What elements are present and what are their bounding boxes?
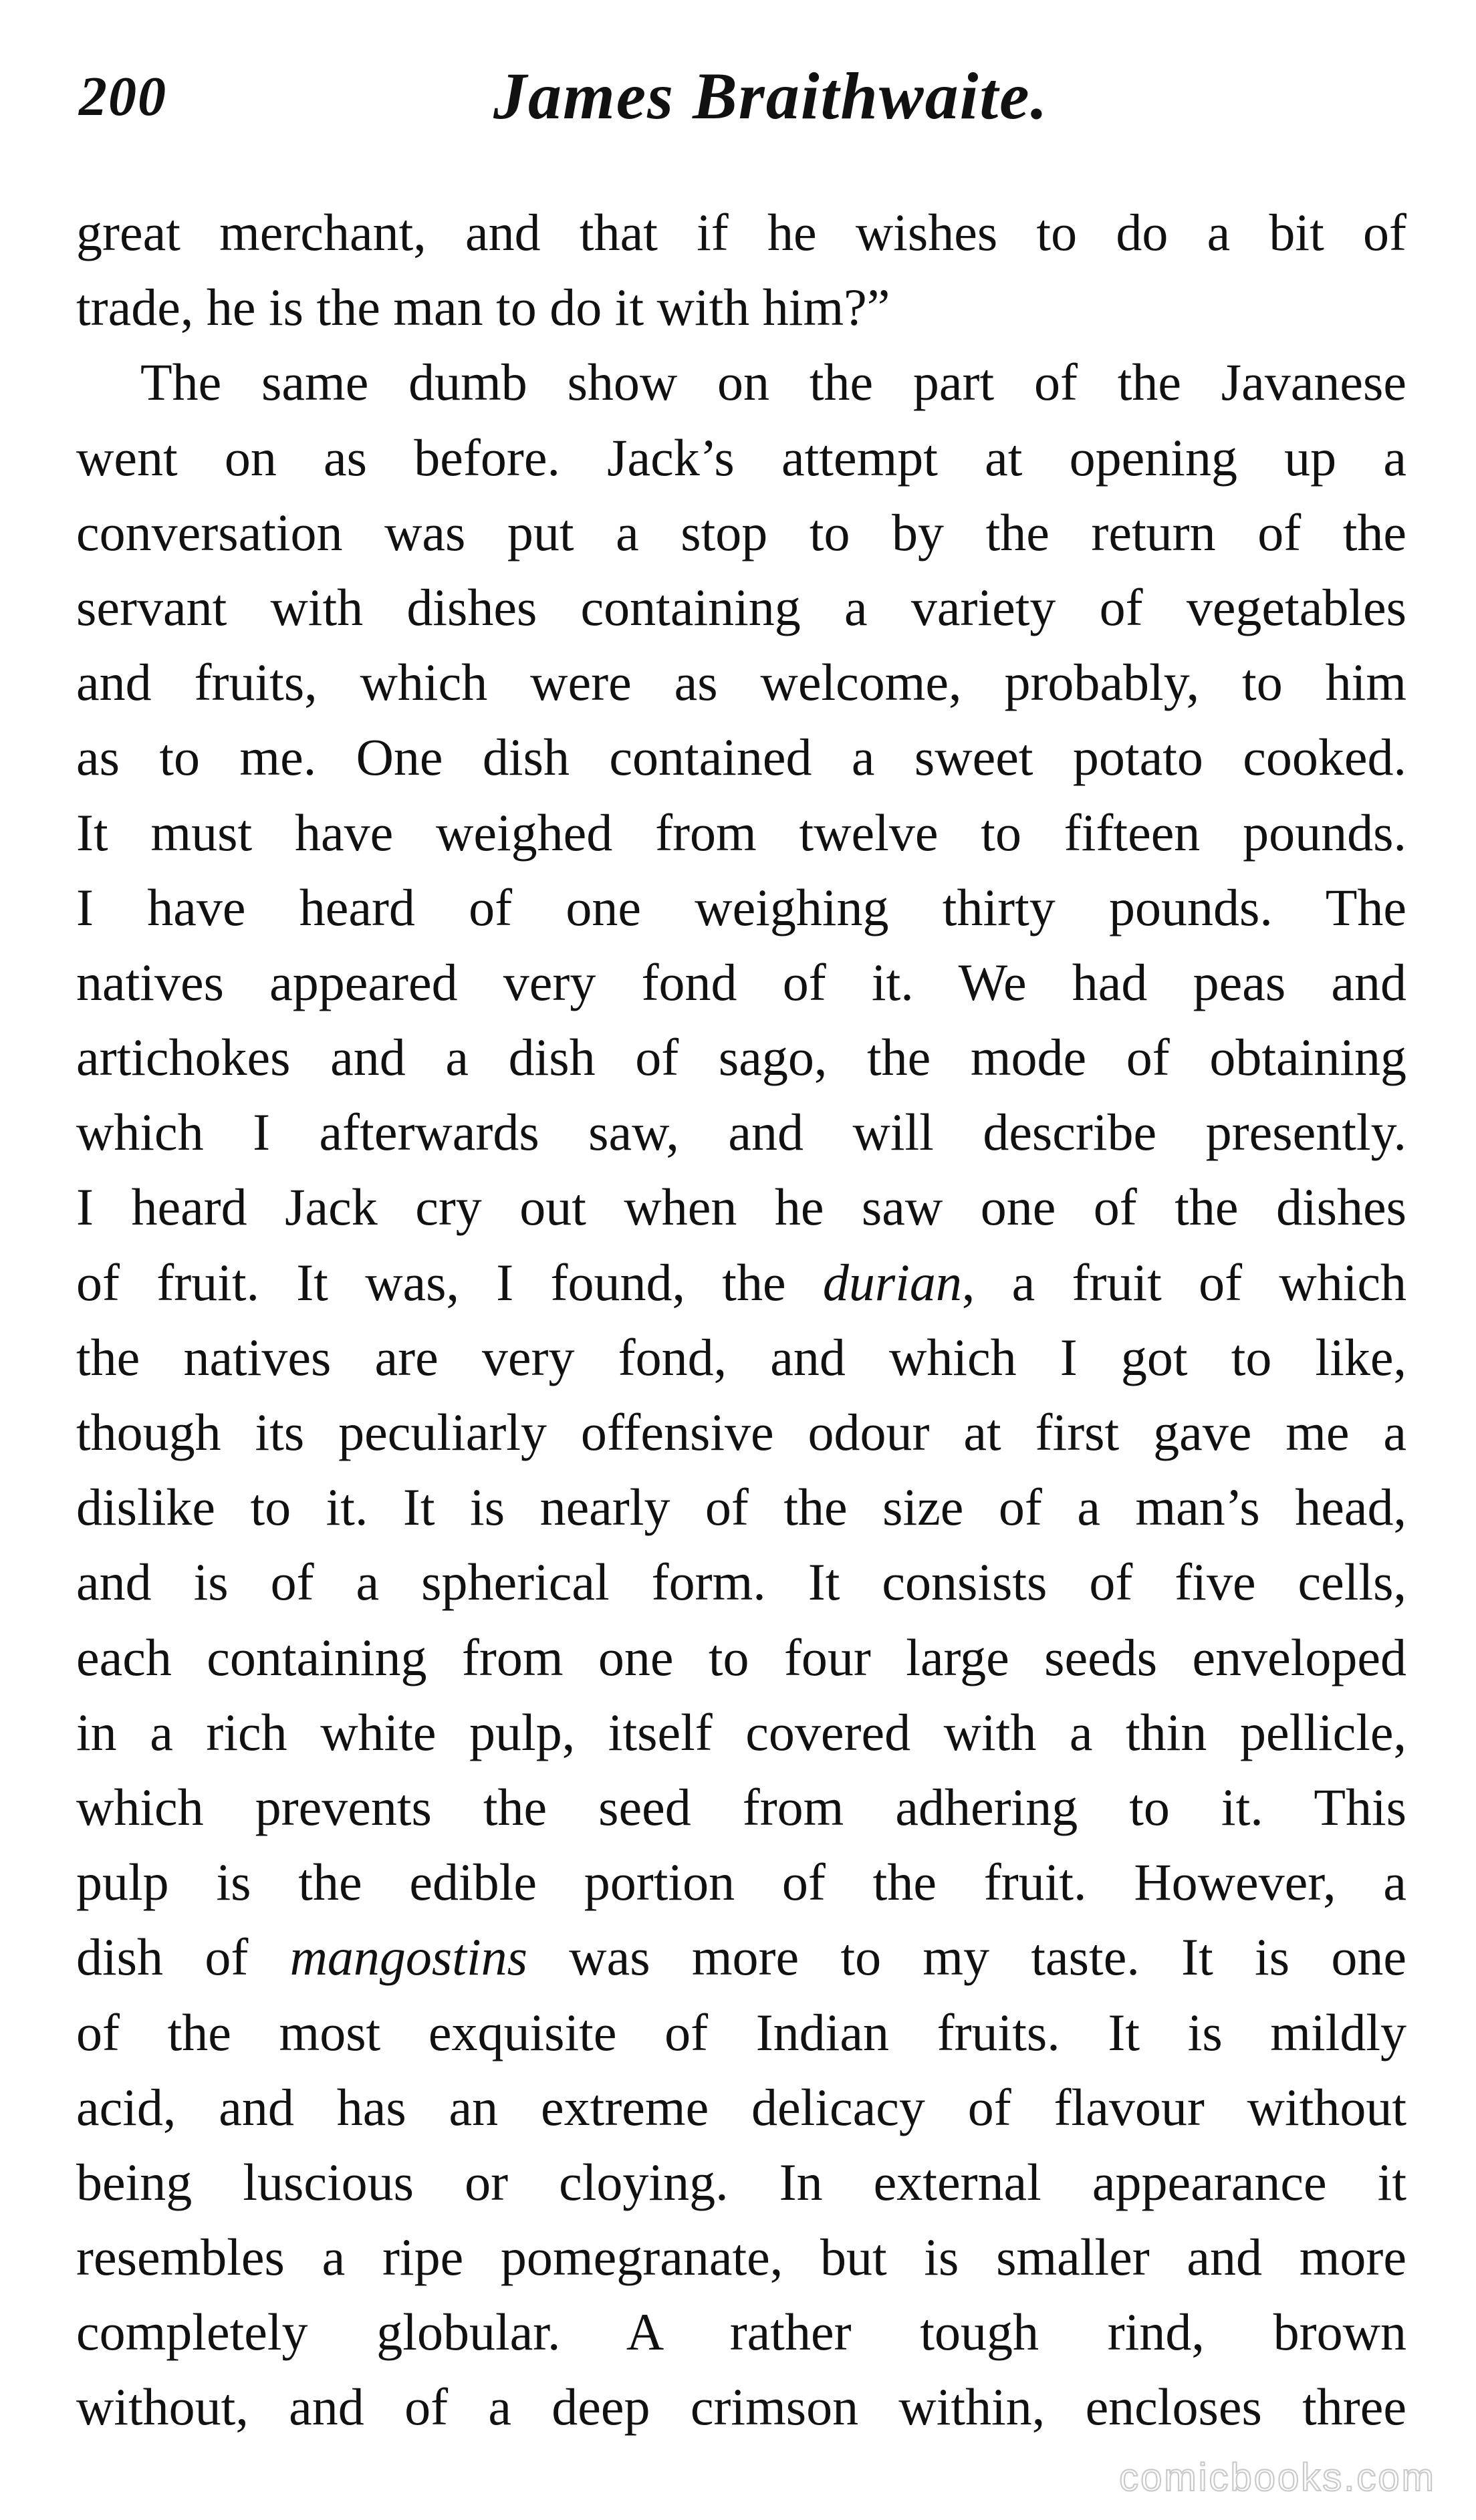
text-line: though its peculiarly offensive odour at first gave me a [76, 1403, 1406, 1461]
italic-term: durian [822, 1253, 962, 1311]
text-line: acid, and has an extreme delicacy of flavour without [76, 2077, 1406, 2136]
text-line: conversation was put a stop to by the return of the [76, 503, 1406, 561]
text-line: being luscious or cloying. In external appearance it [76, 2152, 1406, 2211]
text-line: and is of a spherical form. It consists of five cells, [76, 1553, 1406, 1612]
text-line: servant with dishes containing a variety of vegetables [76, 578, 1406, 636]
text-line [76, 1245, 1406, 1320]
page-header [79, 57, 1409, 151]
text-segment: dish of [76, 1928, 290, 1987]
text-line: completely globular. A rather tough rind, brown [76, 2303, 1406, 2362]
text-line: artichokes and a dish of sago, the mode of obtaining [76, 1028, 1406, 1087]
text-line: I have heard of one weighing thirty pounds. The [76, 878, 1406, 936]
text-segment: was more to my taste. It is one [527, 1928, 1406, 1987]
text-line: It must have weighed from twelve to fifteen pounds. [76, 803, 1406, 862]
text-line: natives appeared very fond of it. We had peas and [76, 953, 1406, 1011]
text-line: great merchant, and that if he wishes to do a bit of [76, 203, 1406, 261]
text-line: in a rich white pulp, itself covered with a thin pellicle, [76, 1703, 1406, 1761]
text-line: the natives are very fond, and which I got to like, [76, 1328, 1406, 1386]
text-line: without, and of a deep crimson within, encloses three [76, 2378, 1406, 2436]
italic-term: mangostins [289, 1928, 527, 1987]
text-line: each containing from one to four large seeds enveloped [76, 1628, 1406, 1686]
text-segment: of fruit. It was, I found, the [76, 1253, 823, 1311]
text-segment: , a fruit of which [961, 1253, 1406, 1311]
text-line [76, 1920, 1406, 1995]
text-line: of the most exquisite of Indian fruits. It is mildly [76, 2003, 1406, 2061]
text-line: trade, he is the man to do it with him?” [76, 278, 890, 337]
body-text [76, 195, 1406, 2445]
text-line: pulp is the edible portion of the fruit. However, a [76, 1853, 1406, 1912]
text-line: as to me. One dish contained a sweet potato cooked. [76, 728, 1406, 787]
text-line: resembles a ripe pomegranate, but is smaller and more [76, 2228, 1406, 2287]
text-line: which prevents the seed from adhering to it. This [76, 1777, 1406, 1836]
page-number: 200 [79, 66, 167, 128]
text-line: I heard Jack cry out when he saw one of the dishes [76, 1178, 1406, 1237]
text-line: dislike to it. It is nearly of the size of a man’s head, [76, 1478, 1406, 1537]
running-head: James Braithwaite. [493, 59, 1049, 133]
text-line: went on as before. Jack’s attempt at opening up a [76, 428, 1406, 487]
watermark: comicbooks.com [1119, 2456, 1436, 2499]
text-line: and fruits, which were as welcome, probably, to him [76, 653, 1406, 712]
text-line: The same dumb show on the part of the Javanese [140, 353, 1406, 412]
text-line: which I afterwards saw, and will describe presently. [76, 1103, 1406, 1162]
